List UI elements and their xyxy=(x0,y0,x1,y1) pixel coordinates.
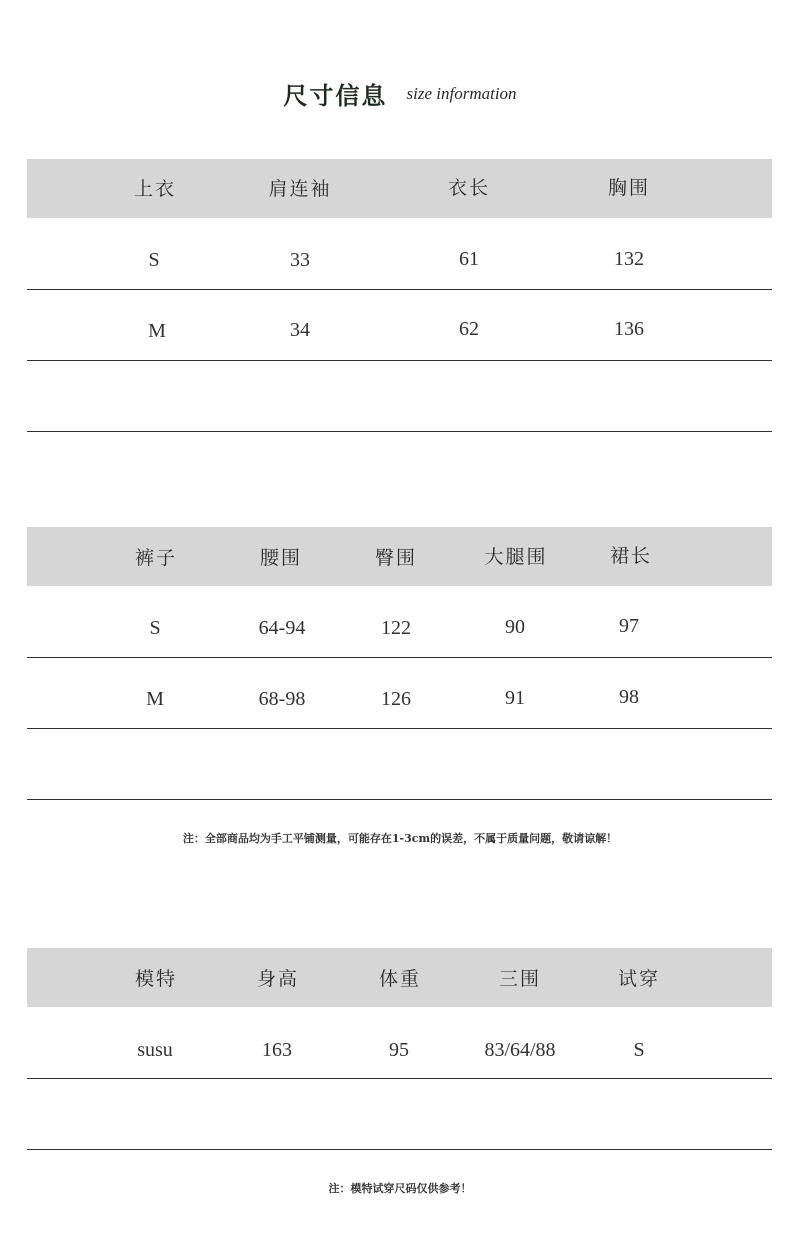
value-cell: 163 xyxy=(262,1039,292,1061)
header-cell: 三围 xyxy=(498,968,542,990)
size-cell: M xyxy=(146,688,164,710)
size-cell: M xyxy=(148,320,166,342)
header-cell: 大腿围 xyxy=(484,546,548,568)
value-cell: S xyxy=(633,1039,645,1061)
value-cell: 62 xyxy=(459,318,479,340)
value-cell: 97 xyxy=(619,615,639,637)
row-divider xyxy=(27,1078,772,1079)
value-cell: 83/64/88 xyxy=(484,1039,556,1061)
value-cell: 68-98 xyxy=(258,688,306,710)
value-cell: 98 xyxy=(619,686,639,708)
value-cell: 61 xyxy=(459,248,479,270)
value-cell: 95 xyxy=(389,1039,409,1061)
title-english: size information xyxy=(406,83,517,103)
value-cell: 126 xyxy=(381,688,411,710)
row-divider xyxy=(27,657,772,658)
row-divider xyxy=(27,728,772,729)
row-divider xyxy=(27,799,772,800)
header-cell: 臀围 xyxy=(374,547,418,569)
row-divider xyxy=(27,360,772,361)
row-divider xyxy=(27,289,772,290)
row-divider xyxy=(27,1149,772,1150)
header-cell: 上衣 xyxy=(133,178,177,200)
header-cell: 腰围 xyxy=(259,547,303,569)
model-name-cell: susu xyxy=(137,1039,173,1061)
header-cell: 体重 xyxy=(378,968,422,990)
header-cell: 肩连袖 xyxy=(268,178,332,200)
value-cell: 64-94 xyxy=(258,617,306,639)
header-cell: 身高 xyxy=(256,968,300,990)
value-cell: 136 xyxy=(614,318,644,340)
value-cell: 33 xyxy=(290,249,310,271)
size-cell: S xyxy=(149,617,161,639)
header-cell: 衣长 xyxy=(447,177,491,199)
header-cell: 裤子 xyxy=(134,547,178,569)
model-table-header xyxy=(27,948,772,1007)
value-cell: 132 xyxy=(614,248,644,270)
pants-table-header xyxy=(27,527,772,586)
value-cell: 34 xyxy=(290,319,310,341)
size-cell: S xyxy=(148,249,160,271)
header-cell: 裙长 xyxy=(609,545,653,567)
header-cell: 模特 xyxy=(134,968,178,990)
title-chinese: 尺寸信息 xyxy=(283,81,388,110)
page-title xyxy=(0,76,800,116)
top-table-header xyxy=(27,159,772,218)
value-cell: 91 xyxy=(505,687,525,709)
value-cell: 122 xyxy=(381,617,411,639)
model-size-note: 注：模特试穿尺码仅供参考！ xyxy=(328,1182,472,1195)
measurement-note: 注：全部商品均为手工平铺测量，可能存在1-3cm的误差，不属于质量问题，敬请谅解！ xyxy=(182,832,618,845)
value-cell: 90 xyxy=(505,616,525,638)
row-divider xyxy=(27,431,772,432)
header-cell: 试穿 xyxy=(617,968,661,990)
header-cell: 胸围 xyxy=(607,177,651,199)
